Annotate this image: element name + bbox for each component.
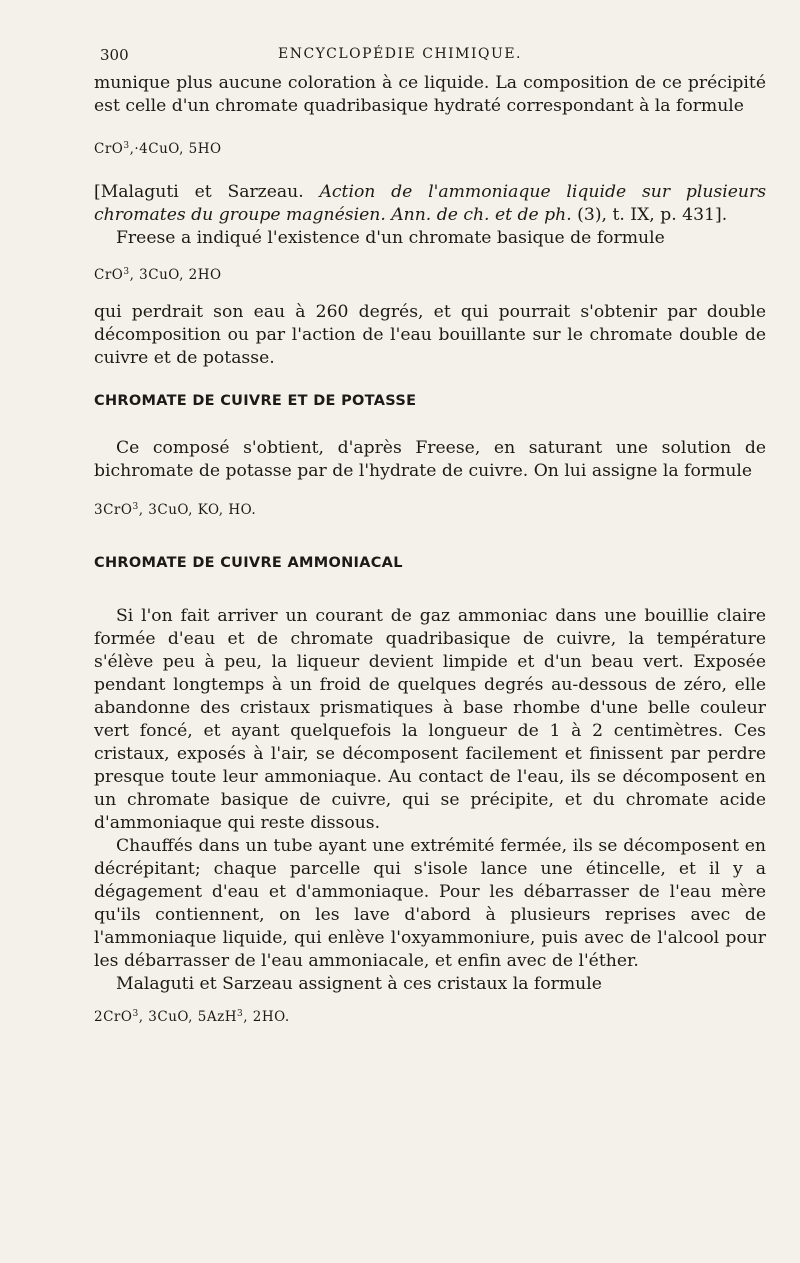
formula-ammoniacal: 2CrO$^3$, 3CuO, 5AzH$^3$, 2HO. <box>94 1009 290 1025</box>
paragraph: qui perdrait son eau à 260 degrés, et qui pourrait s'obtenir par double décomposition ou par l'action de l'eau bouillante sur le chromate double de cuivre et de potasse. <box>94 302 766 368</box>
formula-quadribasic: CrO$^3$,·4CuO, 5HO <box>94 141 222 157</box>
reference: [Malaguti et Sarzeau. Action de l'ammoniaque liquide sur plusieurs chromates du groupe magnésien. Ann. de ch. et de ph. (3), t. IX, p. 431]. <box>94 182 767 225</box>
paragraph: Malaguti et Sarzeau assignent à ces cristaux la formule <box>116 974 602 994</box>
paragraph: munique plus aucune coloration à ce liquide. La composition de ce précipité est celle d'un chromate quadribasique hydraté correspondant à la formule <box>94 73 766 116</box>
paragraph: Freese a indiqué l'existence d'un chromate basique de formule <box>116 228 665 248</box>
formula-potassium: 3CrO$^3$, 3CuO, KO, HO. <box>94 502 257 518</box>
running-title: ENCYCLOPÉDIE CHIMIQUE. <box>278 46 522 62</box>
page-number: 300 <box>100 46 129 64</box>
section-heading: CHROMATE DE CUIVRE ET DE POTASSE <box>94 393 417 409</box>
paragraph: Chauffés dans un tube ayant une extrémité fermée, ils se décomposent en décrépitant; chaque parcelle qui s'isole lance une étincelle, et il y a dégagement d'eau et d'ammoniaque. Pour les débarrasser de l'eau mère qu'ils contiennent, on les lave d'abord à plusieurs reprises avec de l'ammoniaque liquide, qui enlève l'oxyammoniure, puis avec de l'alcool pour les débarrasser de l'eau ammoniacale, et enfin avec de l'éther. <box>94 836 766 971</box>
paragraph: Ce composé s'obtient, d'après Freese, en saturant une solution de bichromate de potasse par de l'hydrate de cuivre. On lui assigne la formule <box>94 438 766 481</box>
formula-basic: CrO$^3$, 3CuO, 2HO <box>94 267 222 283</box>
body-text <box>94 72 766 1029</box>
page-header <box>100 46 700 66</box>
section-heading: CHROMATE DE CUIVRE AMMONIACAL <box>94 555 403 571</box>
reference-title: Action de l'ammoniaque liquide sur plusieurs chromates du groupe magnésien. Ann. de ch. et de ph. <box>94 182 767 225</box>
paragraph: Si l'on fait arriver un courant de gaz ammoniac dans une bouillie claire formée d'eau et de chromate quadribasique de cuivre, la température s'élève peu à peu, la liqueur devient limpide et d'un beau vert. Exposée pendant longtemps à un froid de quelques degrés au-dessous de zéro, elle abandonne des cristaux prismatiques à base rhombe d'une belle couleur vert foncé, et ayant quelquefois la longueur de 1 à 2 centimètres. Ces cristaux, exposés à l'air, se décomposent facilement et finissent par perdre presque toute leur ammoniaque. Au contact de l'eau, ils se décomposent en un chromate basique de cuivre, qui se précipite, et du chromate acide d'ammoniaque qui reste dissous. <box>94 606 766 833</box>
